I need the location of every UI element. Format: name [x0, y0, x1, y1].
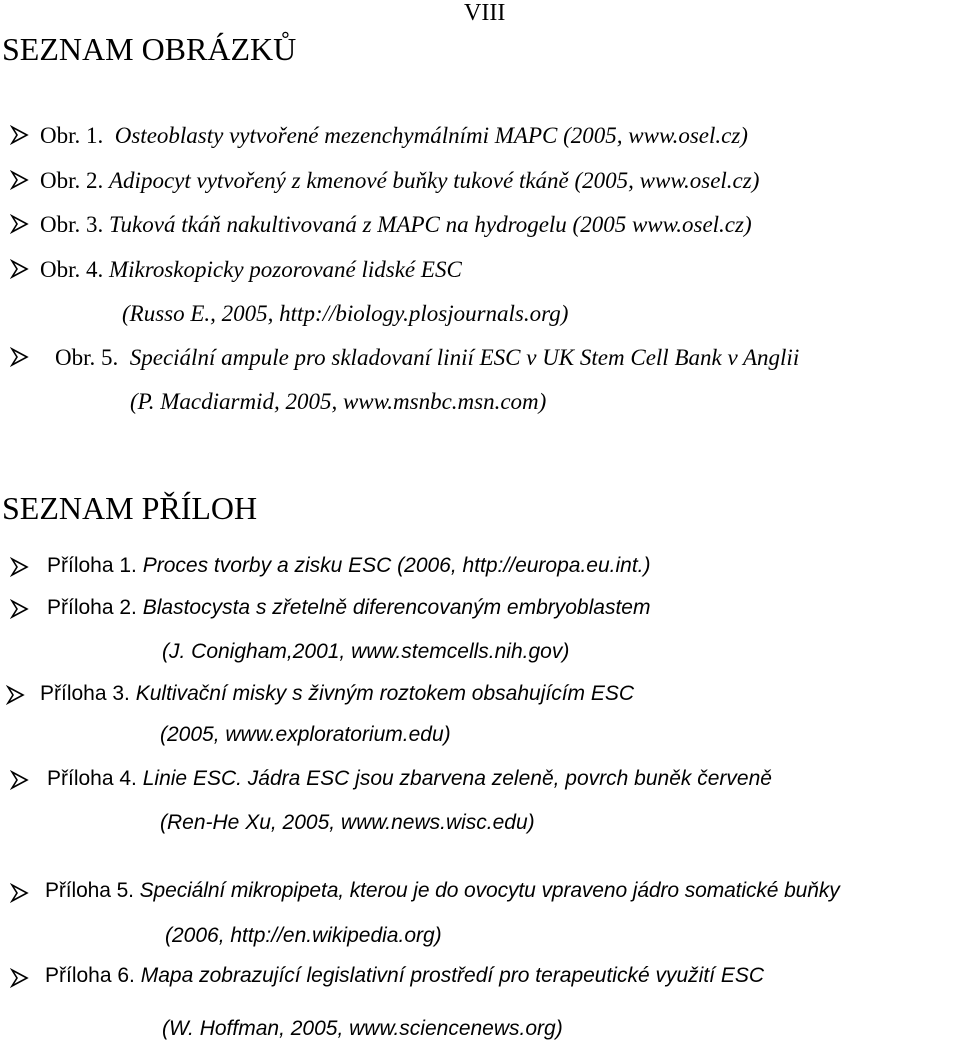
appendix-label: Příloha 5.: [45, 879, 134, 902]
appendix-item: [45, 879, 840, 903]
figure-label: Obr. 2.: [40, 168, 104, 193]
page-number: VIII: [464, 0, 506, 26]
figure-label: Obr. 1.: [40, 123, 104, 148]
figure-item: [40, 123, 748, 149]
bullet-arrow-icon: [10, 968, 30, 988]
bullet-arrow-icon: [10, 599, 30, 619]
figure-label: Obr. 4.: [40, 257, 104, 282]
appendix-caption: Linie ESC. Jádra ESC jsou zbarvena zeleně, povrch buněk červeně: [142, 767, 772, 790]
figures-heading: SEZNAM OBRÁZKŮ: [2, 31, 297, 67]
figure-item: [40, 168, 759, 194]
appendix-caption: Speciální mikropipeta, kterou je do ovocytu vpraveno jádro somatické buňky: [139, 879, 840, 902]
figure-caption: Adipocyt vytvořený z kmenové buňky tukové tkáně (2005, www.osel.cz): [109, 168, 760, 193]
appendix-item: [40, 682, 634, 706]
appendix-source: (J. Conigham,2001, www.stemcells.nih.gov): [162, 640, 570, 663]
appendix-item: [45, 964, 764, 988]
appendix-source: (Ren-He Xu, 2005, www.news.wisc.edu): [160, 811, 535, 834]
appendix-label: Příloha 1.: [47, 554, 137, 577]
appendix-label: Příloha 4.: [47, 767, 137, 790]
appendix-caption: Kultivační misky s živným roztokem obsahujícím ESC: [135, 682, 635, 705]
figure-caption: Speciální ampule pro skladovaní linií ESC v UK Stem Cell Bank v Anglii: [129, 345, 800, 370]
figure-label: Obr. 5.: [55, 345, 119, 370]
bullet-arrow-icon: [10, 259, 30, 279]
bullet-arrow-icon: [10, 883, 30, 903]
appendix-label: Příloha 2.: [47, 596, 137, 619]
figure-label: Obr. 3.: [40, 212, 104, 237]
bullet-arrow-icon: [10, 125, 30, 145]
bullet-arrow-icon: [10, 170, 30, 190]
figure-item: [40, 257, 462, 283]
appendix-source: (W. Hoffman, 2005, www.sciencenews.org): [162, 1017, 563, 1040]
appendix-item: [47, 554, 651, 578]
appendix-caption: Proces tvorby a zisku ESC (2006, http://europa.eu.int.): [142, 554, 651, 577]
figure-source: (P. Macdiarmid, 2005, www.msnbc.msn.com): [130, 389, 547, 414]
figure-item: [40, 212, 752, 238]
bullet-arrow-icon: [6, 685, 26, 705]
appendix-item: [47, 767, 772, 791]
figure-caption: Tuková tkáň nakultivovaná z MAPC na hydrogelu (2005 www.osel.cz): [109, 212, 752, 237]
appendix-label: Příloha 3.: [40, 682, 130, 705]
appendix-source: (2006, http://en.wikipedia.org): [165, 924, 442, 947]
appendix-caption: Blastocysta s zřetelně diferencovaným embryoblastem: [142, 596, 651, 619]
figure-item: [55, 345, 799, 371]
bullet-arrow-icon: [10, 770, 30, 790]
appendix-label: Příloha 6.: [45, 964, 135, 987]
bullet-arrow-icon: [10, 214, 30, 234]
bullet-arrow-icon: [10, 347, 30, 367]
appendix-source: (2005, www.exploratorium.edu): [160, 723, 451, 746]
appendix-caption: Mapa zobrazující legislativní prostředí pro terapeutické využití ESC: [140, 964, 765, 987]
appendices-heading: SEZNAM PŘÍLOH: [2, 490, 258, 526]
figure-caption: Mikroskopicky pozorované lidské ESC: [109, 257, 462, 282]
figure-caption: Osteoblasty vytvořené mezenchymálními MAPC (2005, www.osel.cz): [114, 123, 748, 148]
bullet-arrow-icon: [10, 557, 30, 577]
appendix-item: [47, 596, 650, 620]
figure-source: (Russo E., 2005, http://biology.plosjournals.org): [122, 301, 569, 326]
